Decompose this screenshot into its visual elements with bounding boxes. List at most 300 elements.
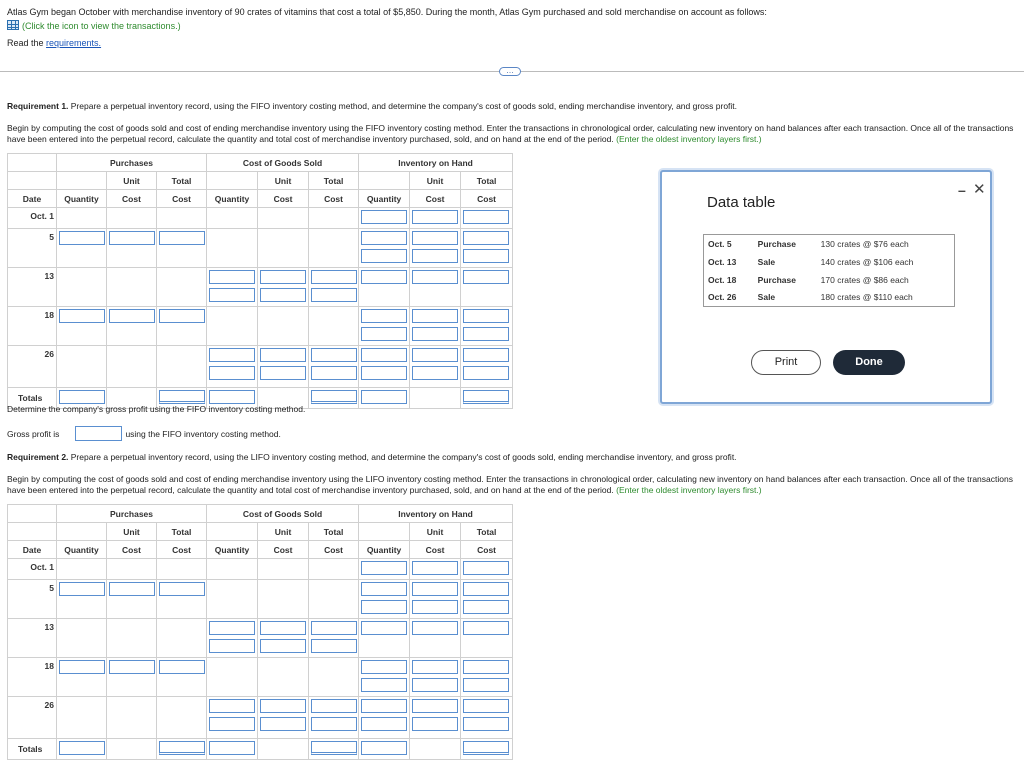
amount-input[interactable] [463, 561, 509, 575]
subheader-top: Total [461, 172, 513, 190]
header-blank [359, 172, 410, 190]
amount-input[interactable] [209, 717, 255, 731]
record-cell [107, 346, 157, 388]
record-cell [107, 739, 157, 760]
amount-input[interactable] [361, 621, 407, 635]
group-header: Purchases [57, 505, 207, 523]
amount-input[interactable] [463, 270, 509, 284]
req1-label: Requirement 1. [7, 101, 69, 111]
column-header: Cost [309, 541, 359, 559]
amount-input[interactable] [412, 309, 458, 323]
amount-input[interactable] [412, 249, 458, 263]
amount-input[interactable] [109, 231, 155, 245]
amount-input[interactable] [463, 660, 509, 674]
record-cell [359, 346, 410, 388]
amount-input[interactable] [311, 621, 357, 635]
record-cell [461, 619, 513, 658]
group-header: Inventory on Hand [359, 505, 513, 523]
record-cell [410, 580, 461, 619]
totals-label: Totals [8, 739, 57, 760]
record-cell [309, 268, 359, 307]
amount-input[interactable] [109, 660, 155, 674]
record-cell [258, 307, 309, 346]
transaction-date: Oct. 26 [708, 292, 737, 303]
read-prefix: Read the [7, 38, 47, 48]
record-cell [207, 559, 258, 580]
amount-input[interactable] [412, 582, 458, 596]
record-cell [207, 307, 258, 346]
record-cell [309, 619, 359, 658]
date-cell: Oct. 1 [8, 208, 57, 229]
amount-input[interactable] [209, 699, 255, 713]
amount-input[interactable] [412, 621, 458, 635]
amount-input[interactable] [209, 288, 255, 302]
transaction-type: Sale [757, 292, 776, 303]
record-cell [57, 559, 107, 580]
column-header: Cost [107, 190, 157, 208]
amount-input[interactable] [412, 366, 458, 380]
transaction-row [704, 271, 955, 289]
group-header: Cost of Goods Sold [207, 154, 359, 172]
column-header: Quantity [207, 190, 258, 208]
record-row [8, 697, 513, 739]
record-cell [57, 307, 107, 346]
print-button[interactable]: Print [751, 350, 821, 375]
amount-input[interactable] [260, 270, 306, 284]
close-icon[interactable]: ✕ [973, 181, 986, 198]
amount-input[interactable] [463, 582, 509, 596]
subheader-top: Total [461, 523, 513, 541]
amount-input[interactable] [159, 741, 205, 755]
req2-text: Prepare a perpetual inventory record, using the LIFO inventory costing method, and determine the company's cost of goods sold, ending merchandise inventory, and gross profit. [68, 452, 737, 462]
amount-input[interactable] [361, 678, 407, 692]
amount-input[interactable] [209, 366, 255, 380]
record-cell [157, 346, 207, 388]
group-header: Inventory on Hand [359, 154, 513, 172]
record-cell [258, 580, 309, 619]
amount-input[interactable] [463, 327, 509, 341]
transaction-type: Sale [757, 256, 776, 267]
record-cell [359, 658, 410, 697]
record-cell [258, 619, 309, 658]
record-cell [107, 307, 157, 346]
column-header: Cost [258, 190, 309, 208]
amount-input[interactable] [159, 231, 205, 245]
record-cell [207, 208, 258, 229]
amount-input[interactable] [412, 327, 458, 341]
record-row [8, 307, 513, 346]
amount-input[interactable] [412, 717, 458, 731]
record-cell [359, 229, 410, 268]
record-cell [461, 580, 513, 619]
record-row [8, 619, 513, 658]
record-cell [461, 268, 513, 307]
record-cell [207, 619, 258, 658]
amount-input[interactable] [361, 717, 407, 731]
record-cell [207, 229, 258, 268]
modal-title: Data table [707, 194, 776, 211]
record-cell [258, 559, 309, 580]
header-blank [57, 172, 107, 190]
record-cell [461, 229, 513, 268]
header-blank [8, 172, 57, 190]
record-cell [57, 739, 107, 760]
req1-heading [7, 101, 1019, 112]
record-cell [57, 658, 107, 697]
transaction-date: Oct. 18 [708, 274, 737, 285]
amount-input[interactable] [260, 366, 306, 380]
amount-input[interactable] [311, 639, 357, 653]
record-cell [461, 739, 513, 760]
done-button[interactable]: Done [833, 350, 905, 375]
amount-input[interactable] [463, 231, 509, 245]
record-cell [157, 307, 207, 346]
req1-text: Prepare a perpetual inventory record, using the FIFO inventory costing method, and determine the company's cost of goods sold, ending merchandise inventory, and gross profit. [68, 101, 738, 111]
record-cell [107, 229, 157, 268]
subheader-top: Total [157, 172, 207, 190]
subheader-top: Total [309, 523, 359, 541]
amount-input[interactable] [361, 270, 407, 284]
transaction-detail: 180 crates @ $110 each [820, 292, 913, 303]
record-cell [107, 268, 157, 307]
record-row [8, 559, 513, 580]
record-cell [461, 208, 513, 229]
transactions-table [703, 234, 955, 307]
subheader-top: Unit [107, 523, 157, 541]
gross-profit-label: Gross profit is [7, 428, 60, 439]
amount-input[interactable] [463, 366, 509, 380]
amount-input[interactable] [59, 231, 105, 245]
record-row [8, 268, 513, 307]
record-cell [157, 559, 207, 580]
req1-instr-note: (Enter the oldest inventory layers first.) [616, 134, 762, 144]
record-cell [410, 268, 461, 307]
transaction-detail: 140 crates @ $106 each [820, 256, 914, 267]
record-cell [207, 580, 258, 619]
date-cell: 26 [8, 697, 57, 739]
record-cell [309, 208, 359, 229]
requirements-link[interactable]: requirements. [46, 38, 102, 48]
amount-input[interactable] [361, 348, 407, 362]
amount-input[interactable] [463, 309, 509, 323]
header-blank [207, 523, 258, 541]
amount-input[interactable] [159, 309, 205, 323]
transaction-row [704, 253, 955, 271]
record-cell [57, 619, 107, 658]
record-cell [207, 658, 258, 697]
req2-instr-text: Begin by computing the cost of goods sold and cost of ending merchandise inventory using the LIFO inventory costing method. Enter the transactions in chronological order, calculating new inventory on hand balances after each transaction. Once all of the transactions have been entered into the perpetual record, calculate the quantity and total cost of merchandise inventory purchased, sold, and on hand at the end of the period. [7, 474, 1013, 495]
amount-input[interactable] [209, 348, 255, 362]
subheader-top: Unit [258, 172, 309, 190]
table-icon[interactable] [7, 20, 19, 30]
amount-input[interactable] [311, 288, 357, 302]
amount-input[interactable] [59, 660, 105, 674]
amount-input[interactable] [463, 348, 509, 362]
record-cell [461, 658, 513, 697]
record-row [8, 658, 513, 697]
record-cell [410, 208, 461, 229]
amount-input[interactable] [412, 561, 458, 575]
amount-input[interactable] [159, 582, 205, 596]
data-table-modal [660, 170, 992, 404]
req1-instructions [7, 123, 1019, 145]
gross-profit-input[interactable] [75, 426, 122, 441]
req1-instr-text: Begin by computing the cost of goods sold and cost of ending merchandise inventory using the FIFO inventory costing method. Enter the transactions in chronological order, calculating new inventory on hand balances after each transaction. Once all of the transactions have been entered into the perpetual record, calculate the quantity and total cost of merchandise inventory purchased, sold, and on hand at the end of the period. [7, 123, 1014, 144]
amount-input[interactable] [412, 348, 458, 362]
date-cell: 5 [8, 229, 57, 268]
amount-input[interactable] [260, 639, 306, 653]
amount-input[interactable] [463, 717, 509, 731]
amount-input[interactable] [412, 699, 458, 713]
record-cell [207, 697, 258, 739]
amount-input[interactable] [361, 699, 407, 713]
record-cell [157, 658, 207, 697]
record-cell [410, 619, 461, 658]
amount-input[interactable] [361, 210, 407, 224]
amount-input[interactable] [159, 660, 205, 674]
amount-input[interactable] [463, 699, 509, 713]
record-cell [309, 697, 359, 739]
read-requirements [7, 36, 767, 50]
amount-input[interactable] [109, 582, 155, 596]
amount-input[interactable] [260, 288, 306, 302]
record-cell [359, 739, 410, 760]
transaction-row [704, 235, 955, 253]
amount-input[interactable] [361, 600, 407, 614]
date-cell: 13 [8, 268, 57, 307]
column-header: Cost [461, 190, 513, 208]
amount-input[interactable] [412, 231, 458, 245]
record-row [8, 346, 513, 388]
req2-label: Requirement 2. [7, 452, 69, 462]
record-cell [309, 229, 359, 268]
record-cell [57, 229, 107, 268]
record-cell [410, 739, 461, 760]
header-blank [8, 154, 57, 172]
date-cell: 5 [8, 580, 57, 619]
amount-input[interactable] [361, 327, 407, 341]
record-cell [359, 619, 410, 658]
column-header: Quantity [57, 541, 107, 559]
record-cell [359, 268, 410, 307]
column-header: Cost [157, 190, 207, 208]
amount-input[interactable] [361, 561, 407, 575]
record-cell [258, 346, 309, 388]
column-header: Cost [410, 541, 461, 559]
subheader-top: Unit [107, 172, 157, 190]
date-cell: 18 [8, 307, 57, 346]
header-blank [8, 505, 57, 523]
record-cell [309, 658, 359, 697]
totals-label: Totals [8, 388, 57, 409]
amount-input[interactable] [412, 678, 458, 692]
record-cell [258, 268, 309, 307]
lifo-perpetual-record [7, 504, 513, 760]
date-cell: 13 [8, 619, 57, 658]
column-header-date: Date [8, 541, 57, 559]
amount-input[interactable] [311, 270, 357, 284]
amount-input[interactable] [463, 390, 509, 404]
amount-input[interactable] [59, 741, 105, 755]
record-cell [107, 559, 157, 580]
column-header: Cost [107, 541, 157, 559]
transaction-type: Purchase [757, 238, 796, 249]
record-cell [107, 208, 157, 229]
record-cell [359, 580, 410, 619]
intro-block [7, 5, 767, 50]
amount-input[interactable] [361, 231, 407, 245]
record-cell [107, 697, 157, 739]
amount-input[interactable] [260, 717, 306, 731]
column-header: Cost [410, 190, 461, 208]
record-cell [57, 208, 107, 229]
record-cell [258, 739, 309, 760]
totals-row [8, 739, 513, 760]
transaction-type: Purchase [757, 274, 796, 285]
record-cell [359, 697, 410, 739]
date-cell: Oct. 1 [8, 559, 57, 580]
date-cell: 26 [8, 346, 57, 388]
record-cell [57, 346, 107, 388]
record-cell [461, 559, 513, 580]
record-cell [157, 208, 207, 229]
amount-input[interactable] [209, 621, 255, 635]
record-cell [359, 208, 410, 229]
amount-input[interactable] [361, 390, 407, 404]
header-blank [207, 172, 258, 190]
amount-input[interactable] [260, 621, 306, 635]
record-cell [461, 346, 513, 388]
transaction-row [704, 289, 955, 307]
amount-input[interactable] [361, 741, 407, 755]
record-cell [410, 559, 461, 580]
amount-input[interactable] [209, 639, 255, 653]
record-cell [410, 346, 461, 388]
amount-input[interactable] [109, 309, 155, 323]
record-cell [57, 697, 107, 739]
req2-instructions [7, 474, 1019, 496]
amount-input[interactable] [209, 270, 255, 284]
amount-input[interactable] [361, 249, 407, 263]
amount-input[interactable] [59, 309, 105, 323]
record-cell [107, 619, 157, 658]
transaction-date: Oct. 5 [708, 238, 732, 249]
amount-input[interactable] [311, 717, 357, 731]
amount-input[interactable] [412, 210, 458, 224]
record-cell [207, 739, 258, 760]
column-header: Quantity [359, 541, 410, 559]
record-cell [309, 559, 359, 580]
record-row [8, 229, 513, 268]
fifo-perpetual-record [7, 153, 513, 409]
subheader-top: Total [157, 523, 207, 541]
amount-input[interactable] [361, 660, 407, 674]
record-cell [157, 619, 207, 658]
group-header: Cost of Goods Sold [207, 505, 359, 523]
amount-input[interactable] [361, 366, 407, 380]
amount-input[interactable] [361, 309, 407, 323]
header-blank [359, 523, 410, 541]
amount-input[interactable] [59, 390, 105, 404]
amount-input[interactable] [463, 210, 509, 224]
record-cell [309, 580, 359, 619]
amount-input[interactable] [159, 390, 205, 404]
record-cell [207, 268, 258, 307]
record-cell [359, 559, 410, 580]
amount-input[interactable] [209, 741, 255, 755]
record-cell [57, 268, 107, 307]
record-cell [157, 268, 207, 307]
amount-input[interactable] [209, 390, 255, 404]
record-cell [157, 739, 207, 760]
amount-input[interactable] [311, 699, 357, 713]
record-cell [410, 229, 461, 268]
record-cell [107, 580, 157, 619]
gross-profit-row [7, 426, 281, 441]
req2-instr-note: (Enter the oldest inventory layers first.) [616, 485, 762, 495]
record-cell [410, 697, 461, 739]
minimize-icon[interactable]: – [958, 182, 966, 198]
record-cell [359, 307, 410, 346]
gross-profit-suffix: using the FIFO inventory costing method. [125, 428, 281, 439]
column-header: Quantity [207, 541, 258, 559]
amount-input[interactable] [260, 348, 306, 362]
record-cell [258, 697, 309, 739]
column-header: Quantity [359, 190, 410, 208]
amount-input[interactable] [463, 741, 509, 755]
record-cell [461, 697, 513, 739]
record-row [8, 208, 513, 229]
subheader-top: Unit [410, 172, 461, 190]
amount-input[interactable] [361, 582, 407, 596]
amount-input[interactable] [260, 699, 306, 713]
column-header: Cost [461, 541, 513, 559]
record-cell [309, 307, 359, 346]
column-header: Cost [157, 541, 207, 559]
record-cell [157, 229, 207, 268]
amount-input[interactable] [412, 270, 458, 284]
amount-input[interactable] [311, 390, 357, 404]
click-icon-label[interactable]: (Click the icon to view the transactions.) [22, 21, 181, 31]
amount-input[interactable] [463, 678, 509, 692]
column-header: Cost [309, 190, 359, 208]
amount-input[interactable] [311, 348, 357, 362]
transaction-detail: 170 crates @ $86 each [820, 274, 909, 285]
req2-heading [7, 452, 1019, 463]
amount-input[interactable] [412, 660, 458, 674]
record-cell [57, 580, 107, 619]
amount-input[interactable] [311, 741, 357, 755]
intro-text: Atlas Gym began October with merchandise inventory of 90 crates of vitamins that cost a total of $5,850. During the month, Atlas Gym purchased and sold merchandise on account as follows: [7, 7, 767, 17]
record-cell [258, 229, 309, 268]
column-header-date: Date [8, 190, 57, 208]
amount-input[interactable] [311, 366, 357, 380]
record-cell [410, 658, 461, 697]
amount-input[interactable] [59, 582, 105, 596]
amount-input[interactable] [463, 621, 509, 635]
amount-input[interactable] [463, 600, 509, 614]
record-cell [461, 307, 513, 346]
record-cell [258, 658, 309, 697]
record-cell [207, 346, 258, 388]
record-cell [410, 307, 461, 346]
amount-input[interactable] [463, 249, 509, 263]
amount-input[interactable] [412, 600, 458, 614]
record-row [8, 580, 513, 619]
view-transactions-link[interactable] [7, 19, 767, 33]
header-blank [57, 523, 107, 541]
expand-more-button[interactable]: … [499, 67, 521, 76]
